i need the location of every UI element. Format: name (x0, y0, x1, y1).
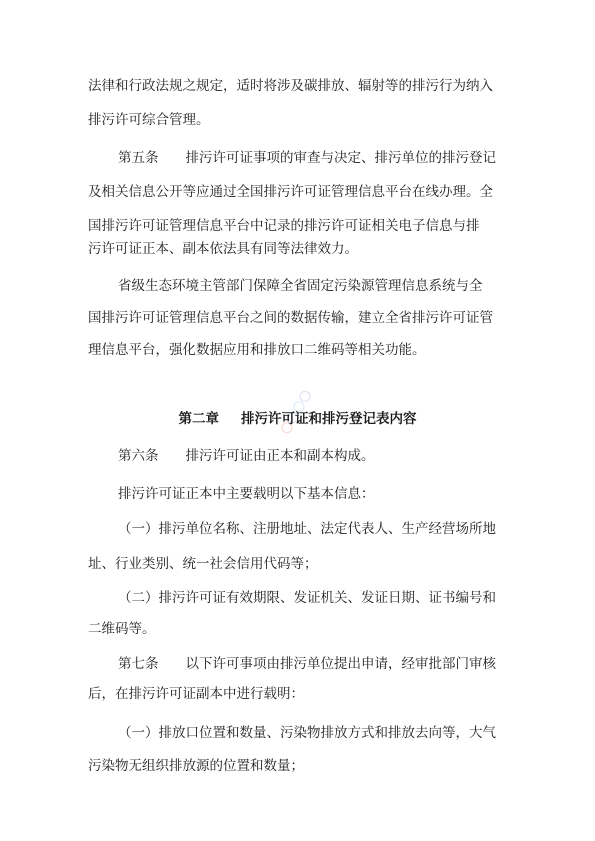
text-line: 二维码等。 (88, 621, 156, 637)
article-7-line: 第七条 以下许可事项由排污单位提出申请，经审批部门审核 (118, 656, 496, 672)
text-line: 排污许可综合管理。 (88, 112, 210, 128)
text-line: 及相关信息公开等应通过全国排污许可证管理信息平台在线办理。全 (88, 184, 493, 200)
text-line: 省级生态环境主管部门保障全省固定污染源管理信息系统与全 (118, 278, 483, 294)
text-line: 址、行业类别、统一社会信用代码等； (88, 556, 318, 572)
text-line: 国排污许可证管理信息平台中记录的排污许可证相关电子信息与排 (88, 218, 480, 234)
text-line: 理信息平台，强化数据应用和排放口二维码等相关功能。 (88, 342, 426, 358)
chapter-heading (0, 411, 595, 427)
text-line: 法律和行政法规之规定，适时将涉及碳排放、辐射等的排污行为纳入 (88, 78, 493, 94)
list-item-line: （一）排放口位置和数量、污染物排放方式和排放去向等，大气 (118, 725, 496, 741)
text-line: 国排污许可证管理信息平台之间的数据传输，建立全省排污许可证管 (88, 310, 493, 326)
article-6-line: 第六条 排污许可证由正本和副本构成。 (118, 448, 375, 464)
text-line: 排污许可证正本中主要载明以下基本信息： (118, 486, 375, 502)
text-line: 污染物无组织排放源的位置和数量； (88, 758, 304, 774)
list-item-line: （二）排污许可证有效期限、发证机关、发证日期、证书编号和 (118, 590, 496, 606)
list-item-line: （一）排污单位名称、注册地址、法定代表人、生产经营场所地 (118, 521, 496, 537)
chapter-number: 第二章 (178, 411, 219, 427)
text-line: 后，在排污许可证副本中进行载明： (88, 686, 304, 702)
article-5-line: 第五条 排污许可证事项的审查与决定、排污单位的排污登记 (118, 150, 496, 166)
chapter-title: 排污许可证和排污登记表内容 (241, 411, 417, 427)
text-line: 污许可证正本、副本依法具有同等法律效力。 (88, 241, 358, 257)
